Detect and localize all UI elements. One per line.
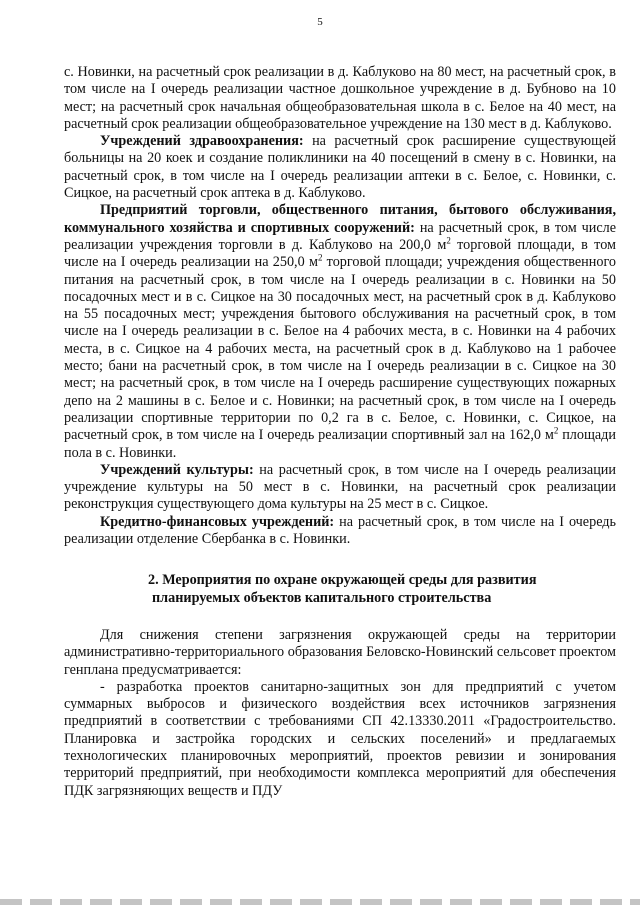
paragraph-environment-intro: Для снижения степени загрязнения окружающей среды на территории административно-территориального образования Беловско-Новинский сельсовет проектом генплана предусматривается:	[64, 626, 616, 678]
paragraph-text: на расчетный срок, в том числе на I очередь реализации отделение Сбербанка в с. Новинки.	[64, 513, 616, 548]
page-number: 5	[317, 16, 323, 28]
paragraph-education: с. Новинки, на расчетный срок реализации в д. Каблуково на 80 мест, на расчетный срок, в том числе на I очередь реализации частное дошкольное учреждение в д. Бубново на 10 мест; на расчетный срок начальная общеобразовательная школа в с. Белое на 40 мест, на расчетный срок реализации общеобразовательное учреждение на 130 мест в д. Каблуково.	[64, 64, 616, 132]
paragraph-trade-services	[64, 202, 616, 461]
superscript: 2	[553, 425, 559, 436]
paragraph-text: площади пола в с. Новинки.	[64, 427, 616, 461]
paragraph-text: на расчетный срок расширение существующей больницы на 20 коек и создание поликлиники на 40 посещений в смену в с. Новинки, на расчетный срок, в том числе на I очередь реализации аптеки в с. Белое, с. Новинки, с. Сицкое, на расчетный срок аптека в д. Каблуково.	[64, 133, 616, 202]
paragraph-healthcare	[64, 133, 616, 202]
superscript: 2	[317, 252, 323, 263]
paragraph-text: на расчетный срок, в том числе реализации учреждения торговли в д. Каблуково на 200,0 м	[64, 219, 617, 253]
paragraph-lead: Учреждений здравоохранения:	[100, 133, 304, 150]
paragraph-lead: Кредитно-финансовых учреждений:	[100, 513, 335, 530]
section-heading-line1: 2. Мероприятия по охране окружающей среды для развития	[148, 572, 537, 589]
section-heading-line2: планируемых объектов капитального строительства	[152, 589, 492, 606]
document-body	[64, 64, 616, 800]
paragraph-environment-measures: - разработка проектов санитарно-защитных зон для предприятий с учетом суммарных выбросов и физического воздействия всех источников загрязнения предприятий в соответствии с требованиями СП 42.13330.2011 «Градостроительство. Планировка и застройка городских и сельских поселений» и предлагаемых технологических планировочных мероприятий, проектов ревизии и зонирования территорий предприятий, при необходимости комплекса мероприятий для обеспечения ПДК загрязняющих веществ и ПДУ	[64, 678, 616, 799]
paragraph-text: торговой площади; учреждения общественного питания на расчетный срок, в том числе на I очередь реализации в с. Новинки на 50 посадочных мест и в с. Сицкое на 30 посадочных мест, на расчетный срок в д. Каблуково на 55 посадочных мест; учреждения бытового обслуживания на расчетный срок, в том числе на I очередь реализации в с. Белое на 4 рабочих места, в с. Новинки на 4 рабочих места, в с. Сицкое на 4 рабочих места, на расчетный срок в д. Каблуково на 1 рабочее место; бани на расчетный срок, в том числе на I очередь реализации в с. Сицкое на 30 мест; на расчетный срок, в том числе на I очередь расширение существующих пожарных депо на 2 машины в с. Белое и с. Новинки; на расчетный срок, в том числе на I очередь реализации спортивные территории по 0,2 га в с. Белое, с. Новинки, с. Сицкое, на расчетный срок, в том числе на I очередь реализации спортивный зал на 162,0 м	[64, 254, 616, 444]
paragraph-text: на расчетный срок, в том числе на I очередь реализации учреждение культуры на 50 мест в с. Новинки, на расчетный срок реализации реконструкция существующего дома культуры на 25 мест в с. Сицкое.	[64, 461, 616, 513]
superscript: 2	[446, 235, 451, 246]
paragraph-lead: Учреждений культуры:	[100, 461, 254, 478]
section-heading	[64, 572, 616, 607]
paragraph-culture	[64, 462, 616, 514]
paragraph-finance	[64, 514, 616, 549]
paragraph-text: торговой площади, в том числе на I очередь реализации на 250,0 м	[64, 236, 616, 271]
paragraph-lead: Предприятий торговли, общественного питания, бытового обслуживания, коммунального хозяйства и спортивных сооружений:	[64, 202, 616, 236]
scan-artifact-edge	[0, 899, 640, 905]
